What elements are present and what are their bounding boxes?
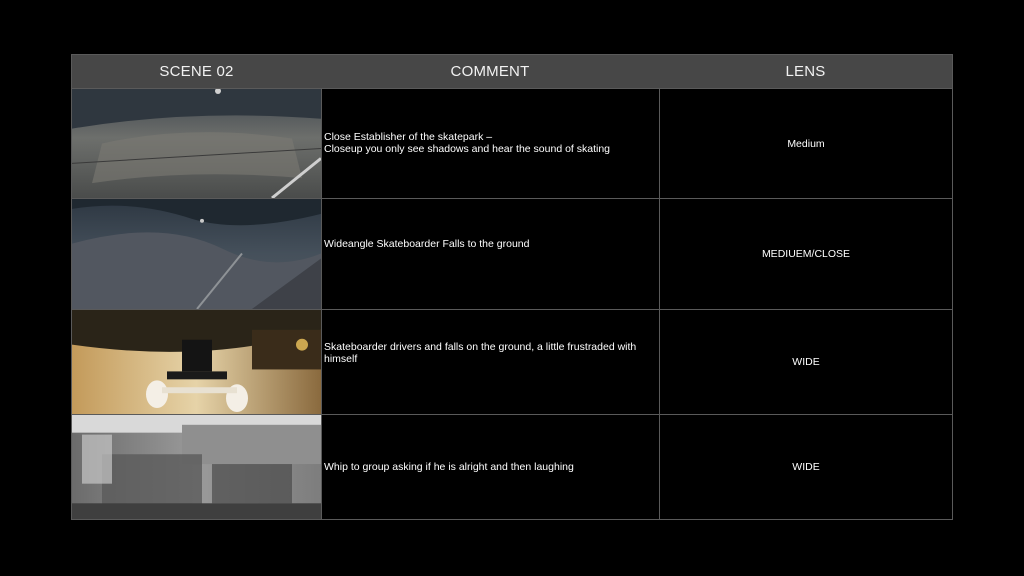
thumbnail-skateboard-trucks: [72, 309, 321, 414]
row-2-lens: MEDIUEM/CLOSE: [659, 198, 952, 309]
row-4-comment-line-1: Whip to group asking if he is alright and then laughing: [324, 461, 574, 473]
row-1-lens: Medium: [659, 88, 952, 198]
row-3-comment-line-1: Skateboarder drivers and falls on the ground, a little frustraded with: [324, 341, 637, 353]
header-scene: SCENE 02: [72, 55, 321, 88]
row-3-comment: [321, 309, 659, 414]
header-lens: LENS: [659, 55, 952, 88]
row-2-comment-line-1: Wideangle Skateboarder Falls to the ground: [324, 238, 530, 250]
row-4-comment: [321, 414, 659, 519]
row-3-lens: WIDE: [659, 309, 952, 414]
header-comment: COMMENT: [321, 55, 659, 88]
row-4-lens: WIDE: [659, 414, 952, 519]
row-1-comment-line-1: Close Establisher of the skatepark –: [324, 131, 493, 143]
thumbnail-whip-pan-group: [72, 414, 321, 519]
thumbnail-skatepark-wide: [72, 198, 321, 309]
row-1-comment-line-2: Closeup you only see shadows and hear the sound of skating: [324, 143, 611, 155]
shot-list-table: [71, 54, 953, 520]
thumbnail-skatepark-closeup: [72, 88, 321, 198]
row-1-comment: [321, 88, 659, 198]
row-3-comment-line-2: himself: [324, 353, 358, 365]
row-2-comment: [321, 198, 659, 309]
